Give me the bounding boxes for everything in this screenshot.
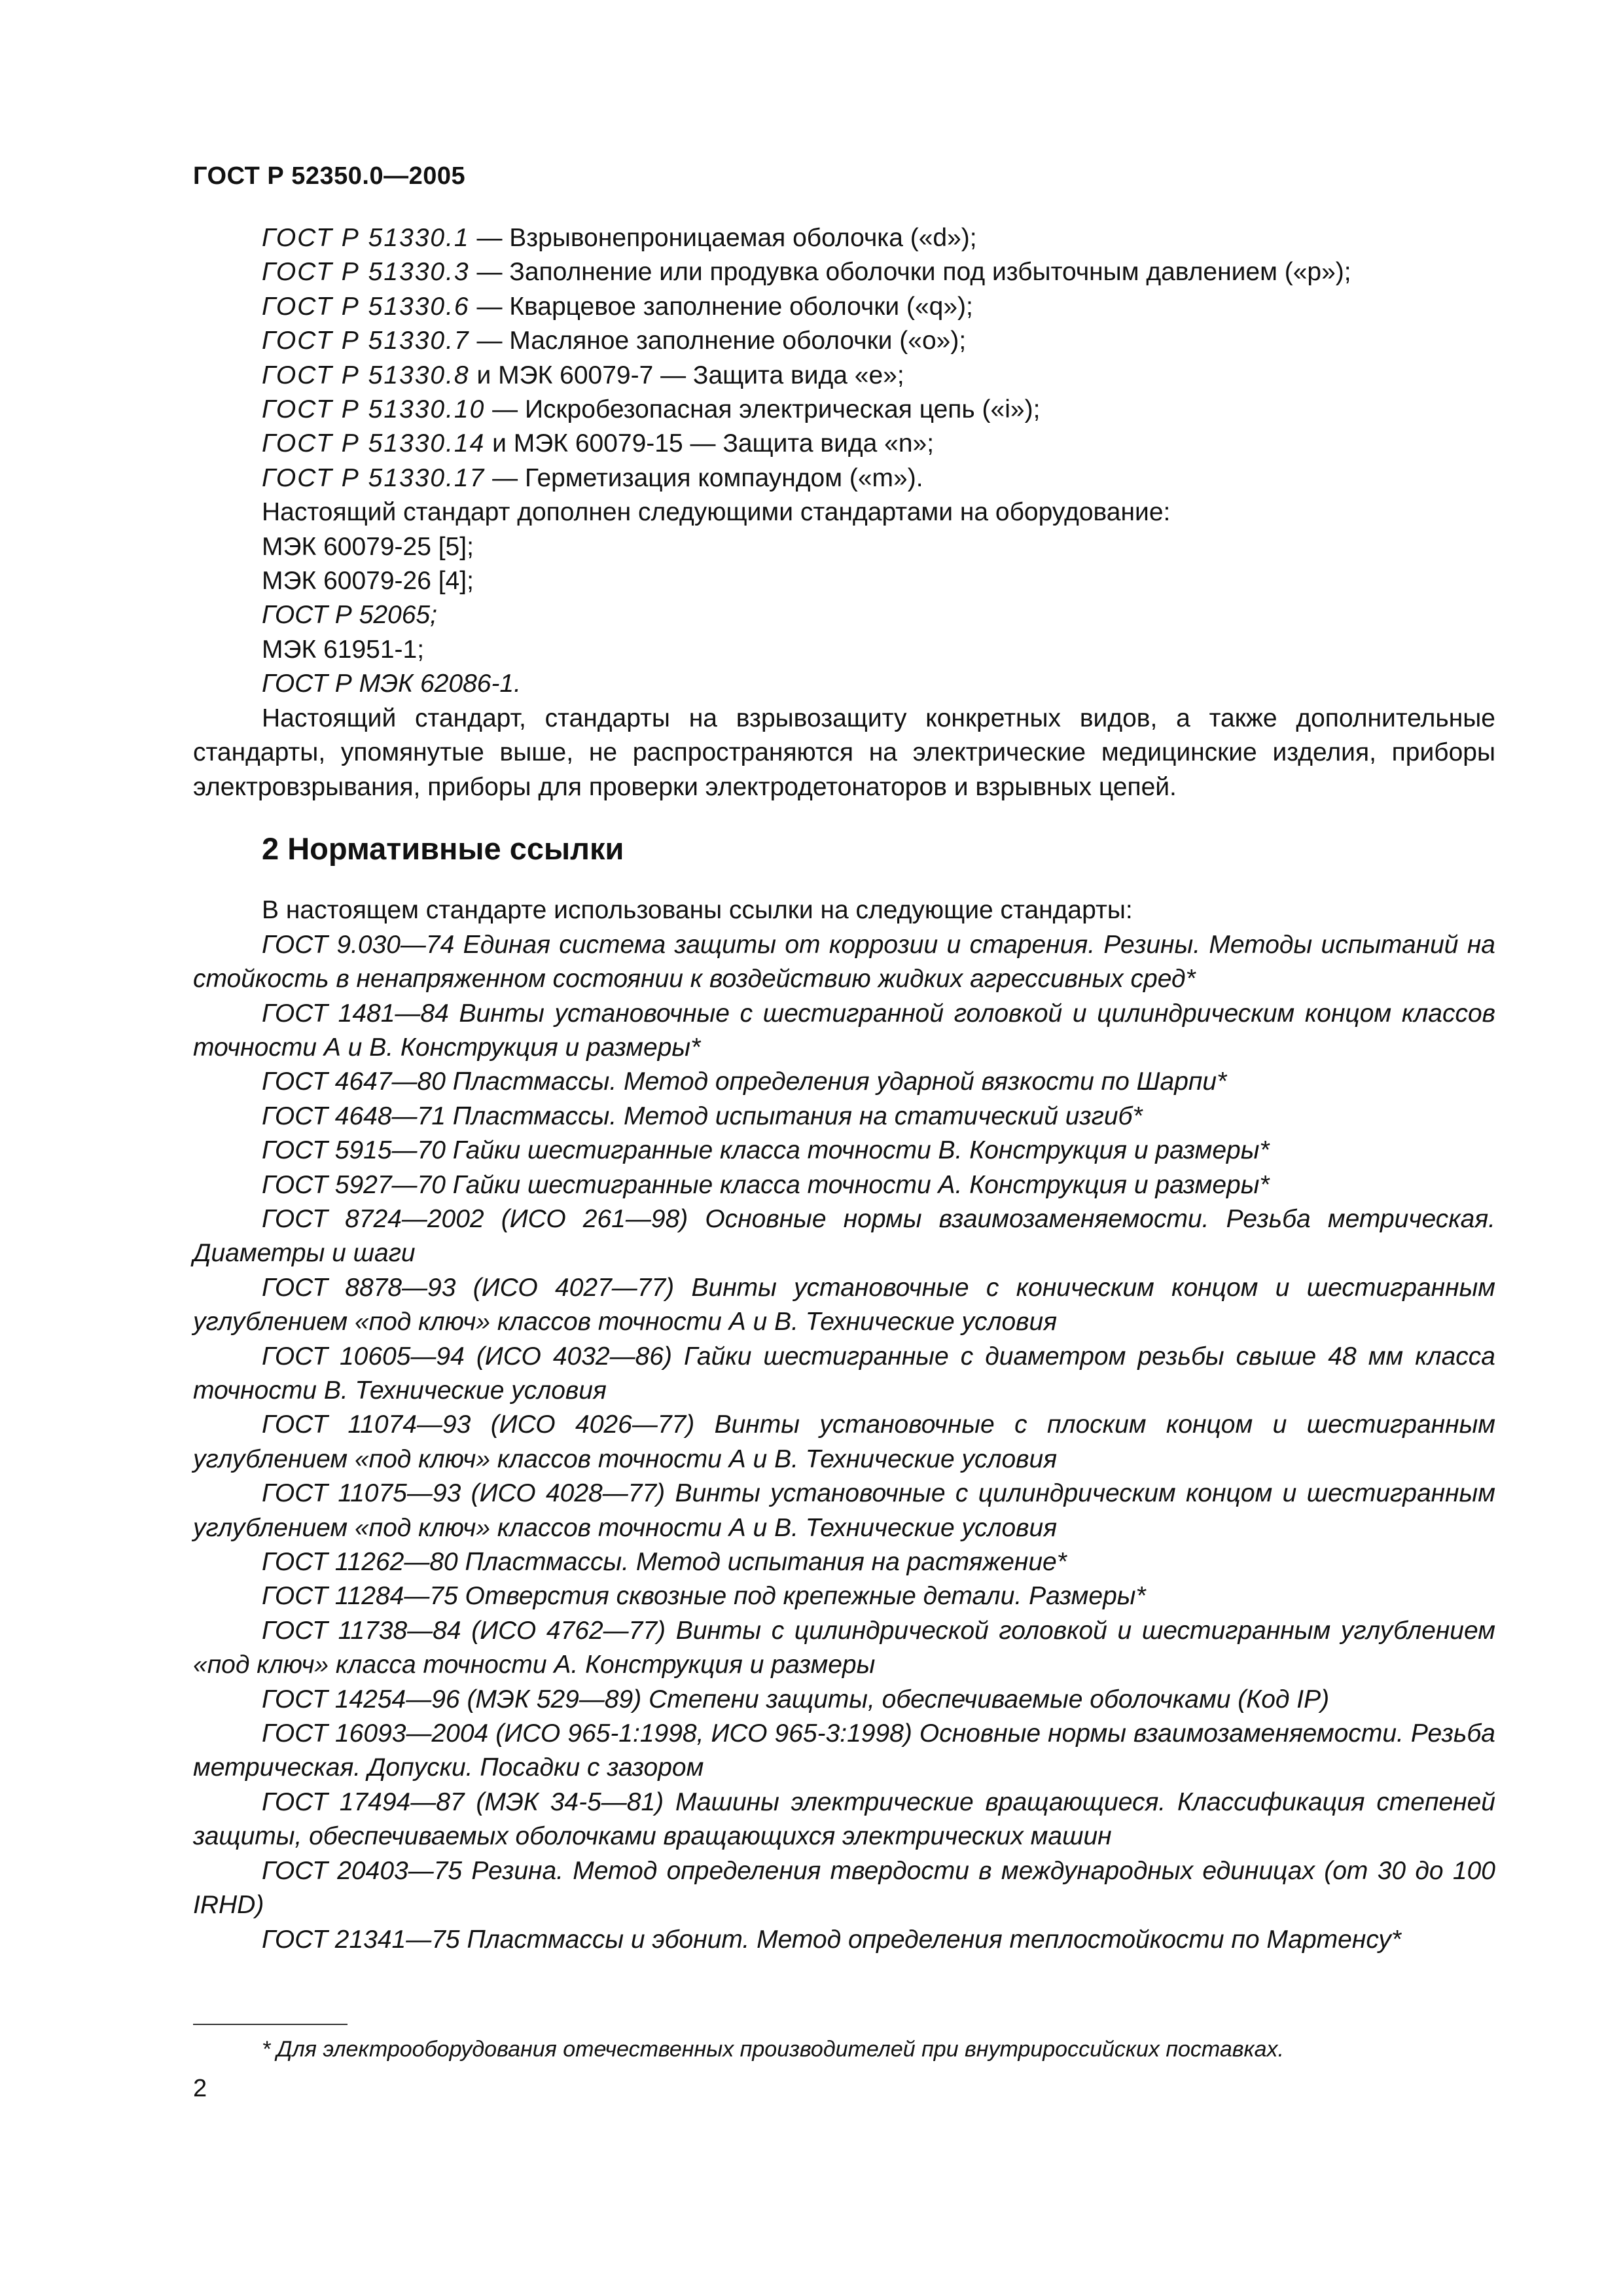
list-item	[193, 221, 1495, 255]
standard-ref: ГОСТ Р 51330.8	[262, 361, 470, 389]
standard-desc: — Масляное заполнение оболочки («о»);	[469, 327, 967, 355]
reference-item: ГОСТ 14254—96 (МЭК 529—89) Степени защиты, обеспечиваемые оболочками (Код IP)	[262, 1685, 1330, 1713]
list-item: МЭК 60079-26 [4];	[262, 567, 474, 596]
list-item	[193, 359, 1495, 393]
page-number: 2	[193, 2075, 207, 2102]
list-item: ГОСТ Р МЭК 62086-1.	[262, 670, 521, 698]
reference-item: ГОСТ 1481—84 Винты установочные с шестигранной головкой и цилиндрическим концом классов точности А и В. Конструкция и размеры*	[193, 999, 1495, 1062]
list-item: МЭК 61951-1;	[262, 635, 425, 664]
standard-desc: — Взрывонепроницаемая оболочка («d»);	[469, 224, 977, 252]
references-list	[193, 928, 1495, 1957]
standard-ref: ГОСТ Р 51330.3	[262, 258, 470, 287]
reference-item: ГОСТ 17494—87 (МЭК 34-5—81) Машины электрические вращающиеся. Классификация степеней защиты, обеспечиваемых оболочками вращающихся электрических машин	[193, 1787, 1495, 1851]
reference-item: ГОСТ 16093—2004 (ИСО 965-1:1998, ИСО 965-3:1998) Основные нормы взаимозаменяемости. Резьба метрическая. Допуски. Посадки с зазором	[193, 1719, 1495, 1782]
reference-item: ГОСТ 9.030—74 Единая система защиты от коррозии и старения. Резины. Методы испытаний на стойкость в ненапряженном состоянии к воздействию жидких агрессивных сред*	[193, 930, 1495, 994]
standard-ref: ГОСТ Р 51330.10	[262, 395, 486, 424]
section-lead: В настоящем стандарте использованы ссылки на следующие стандарты:	[262, 896, 1133, 925]
supplement-list	[193, 530, 1495, 702]
reference-item: ГОСТ 5915—70 Гайки шестигранные класса точности В. Конструкция и размеры*	[262, 1136, 1270, 1165]
standard-desc: — Заполнение или продувка оболочки под избыточным давлением («р»);	[469, 258, 1351, 287]
reference-item: ГОСТ 20403—75 Резина. Метод определения твердости в международных единицах (от 30 до 100 IRHD)	[193, 1856, 1495, 1920]
reference-item: ГОСТ 21341—75 Пластмассы и эбонит. Метод определения теплостойкости по Мартенсу*	[262, 1925, 1402, 1954]
reference-item: ГОСТ 8724—2002 (ИСО 261—98) Основные нормы взаимозаменяемости. Резьба метрическая. Диаметры и шаги	[193, 1204, 1495, 1268]
standard-desc: и МЭК 60079-15 — Защита вида «n»;	[485, 429, 935, 458]
list-item: МЭК 60079-25 [5];	[262, 532, 474, 561]
standard-desc: — Искробезопасная электрическая цепь («i»);	[485, 395, 1041, 424]
standard-desc: — Герметизация компаундом («m»).	[485, 463, 923, 492]
list-item: ГОСТ Р 52065;	[262, 601, 437, 630]
reference-item: ГОСТ 10605—94 (ИСО 4032—86) Гайки шестигранные с диаметром резьбы свыше 48 мм класса точности В. Технические условия	[193, 1342, 1495, 1405]
supplement-intro: Настоящий стандарт дополнен следующими стандартами на оборудование:	[262, 498, 1171, 527]
reference-item: ГОСТ 11075—93 (ИСО 4028—77) Винты установочные с цилиндрическим концом и шестигранным углублением «под ключ» классов точности А и В. Технические условия	[193, 1479, 1495, 1542]
scope-note-paragraph: Настоящий стандарт, стандарты на взрывозащиту конкретных видов, а также дополнительные стандарты, упомянутые выше, не распространяются на электрические медицинские изделия, приборы электровзрывания, приборы для проверки электродетонаторов и взрывных цепей.	[193, 704, 1495, 801]
standards-list	[193, 221, 1495, 495]
footnote: * Для электрооборудования отечественных производителей при внутрироссийских поставках.	[262, 2037, 1284, 2062]
standard-ref: ГОСТ Р 51330.17	[262, 463, 486, 492]
reference-item: ГОСТ 11074—93 (ИСО 4026—77) Винты установочные с плоским концом и шестигранным углублением «под ключ» классов точности А и В. Технические условия	[193, 1410, 1495, 1473]
reference-item: ГОСТ 11738—84 (ИСО 4762—77) Винты с цилиндрической головкой и шестигранным углублением «под ключ» класса точности А. Конструкция и размеры	[193, 1616, 1495, 1679]
standard-desc: — Кварцевое заполнение оболочки («q»);	[469, 292, 973, 321]
standard-ref: ГОСТ Р 51330.6	[262, 292, 470, 321]
page-body	[193, 221, 1495, 1957]
reference-item: ГОСТ 4648—71 Пластмассы. Метод испытания на статический изгиб*	[262, 1102, 1143, 1130]
standard-ref: ГОСТ Р 51330.14	[262, 429, 486, 458]
reference-item: ГОСТ 11284—75 Отверстия сквозные под крепежные детали. Размеры*	[262, 1582, 1146, 1611]
reference-item: ГОСТ 8878—93 (ИСО 4027—77) Винты установочные с коническим концом и шестигранным углублением «под ключ» классов точности А и В. Технические условия	[193, 1273, 1495, 1336]
reference-item: ГОСТ 11262—80 Пластмассы. Метод испытания на растяжение*	[262, 1548, 1067, 1577]
reference-item: ГОСТ 5927—70 Гайки шестигранные класса точности А. Конструкция и размеры*	[262, 1170, 1270, 1199]
section-heading: 2 Нормативные ссылки	[262, 831, 624, 866]
list-item	[193, 255, 1495, 289]
footnote-divider	[193, 2024, 348, 2025]
document-header: ГОСТ Р 52350.0—2005	[193, 162, 466, 190]
list-item	[193, 461, 1495, 495]
list-item	[193, 393, 1495, 427]
list-item	[193, 427, 1495, 461]
reference-item: ГОСТ 4647—80 Пластмассы. Метод определения ударной вязкости по Шарпи*	[262, 1067, 1227, 1096]
list-item	[193, 290, 1495, 324]
list-item	[193, 324, 1495, 358]
standard-ref: ГОСТ Р 51330.7	[262, 327, 470, 355]
standard-desc: и МЭК 60079-7 — Защита вида «е»;	[469, 361, 904, 389]
standard-ref: ГОСТ Р 51330.1	[262, 224, 470, 252]
